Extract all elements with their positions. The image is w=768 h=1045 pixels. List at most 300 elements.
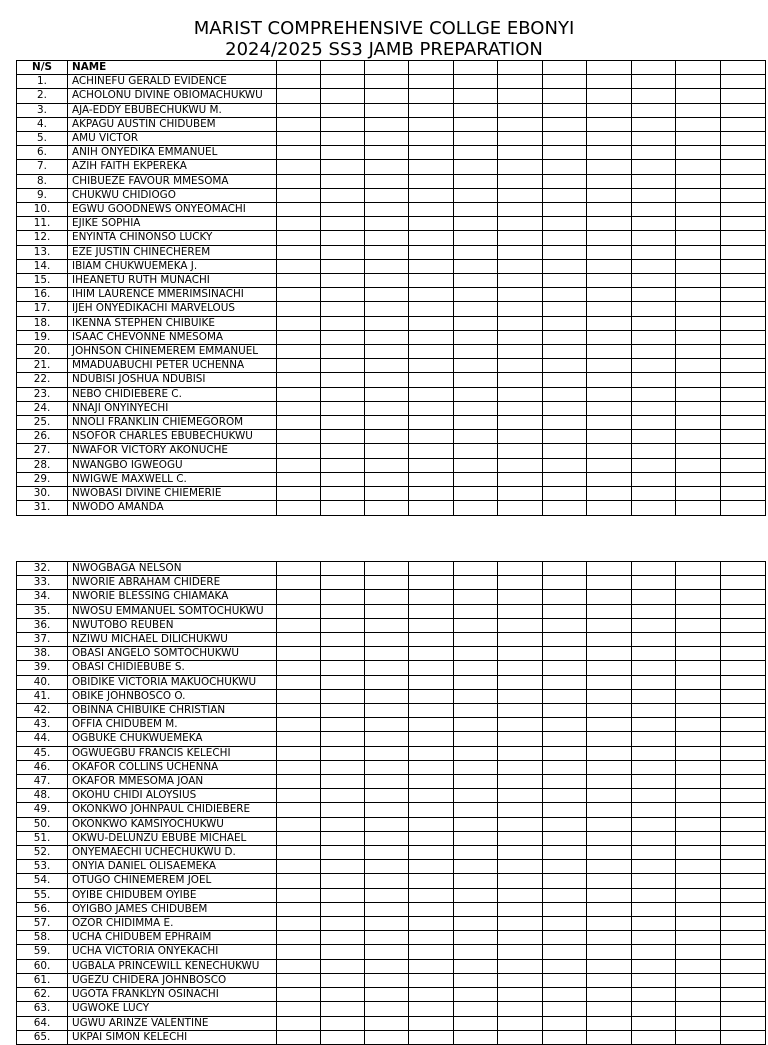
blank-cell [321,831,365,845]
blank-cell [721,345,766,359]
serial-number: 45. [17,746,68,760]
blank-cell [543,217,587,231]
blank-cell [721,718,766,732]
blank-cell [454,618,498,632]
blank-cell [498,401,543,415]
serial-number: 54. [17,874,68,888]
blank-cell [676,75,721,89]
name-header: NAME [68,61,277,75]
serial-number: 39. [17,661,68,675]
blank-cell [409,472,454,486]
blank-cell [543,259,587,273]
blank-cell [365,846,409,860]
blank-cell [587,718,632,732]
blank-cell [498,945,543,959]
blank-cell [321,888,365,902]
blank-cell [587,160,632,174]
student-name: OBASI ANGELO SOMTOCHUKWU [68,647,277,661]
blank-cell [277,132,321,146]
blank-cell [676,760,721,774]
blank-cell [543,945,587,959]
serial-number: 57. [17,917,68,931]
student-name: NWOGBAGA NELSON [68,562,277,576]
blank-cell [277,604,321,618]
blank-cell [676,633,721,647]
blank-cell [721,746,766,760]
blank-cell [676,647,721,661]
blank-cell [632,675,676,689]
serial-number: 47. [17,775,68,789]
table-row [17,803,766,817]
blank-cell [587,89,632,103]
blank-cell [277,846,321,860]
blank-cell [409,576,454,590]
blank-cell [277,803,321,817]
blank-cell [543,931,587,945]
blank-cell [365,817,409,831]
blank-cell [365,647,409,661]
blank-cell [365,917,409,931]
student-name: OYIGBO JAMES CHIDUBEM [68,902,277,916]
student-name: OGBUKE CHUKWUEMEKA [68,732,277,746]
blank-cell [543,760,587,774]
blank-cell [543,174,587,188]
blank-cell [587,231,632,245]
blank-cell [498,316,543,330]
table-row [17,146,766,160]
blank-cell [321,245,365,259]
blank-cell [498,117,543,131]
blank-cell [454,89,498,103]
blank-cell [498,888,543,902]
blank-cell [454,245,498,259]
blank-cell [587,846,632,860]
blank-cell [721,316,766,330]
blank-cell [632,576,676,590]
student-name: UGWU ARINZE VALENTINE [68,1016,277,1030]
student-name: NNOLI FRANKLIN CHIEMEGOROM [68,416,277,430]
blank-cell [632,160,676,174]
blank-cell [587,1016,632,1030]
table-row [17,746,766,760]
blank-cell [721,959,766,973]
blank-cell [498,973,543,987]
blank-cell [632,775,676,789]
blank-cell [543,618,587,632]
blank-cell [721,803,766,817]
table-header-row [17,61,766,75]
blank-cell [498,146,543,160]
blank-cell [277,259,321,273]
serial-number: 20. [17,345,68,359]
serial-number: 9. [17,188,68,202]
blank-cell [721,902,766,916]
blank-cell [409,988,454,1002]
blank-cell [365,359,409,373]
blank-header [409,61,454,75]
blank-cell [409,188,454,202]
blank-cell [498,618,543,632]
blank-cell [543,689,587,703]
student-name: ACHINEFU GERALD EVIDENCE [68,75,277,89]
blank-cell [676,103,721,117]
blank-cell [277,401,321,415]
blank-cell [409,245,454,259]
blank-cell [721,217,766,231]
table-row [17,831,766,845]
blank-cell [365,718,409,732]
blank-cell [543,75,587,89]
blank-cell [365,259,409,273]
blank-cell [632,973,676,987]
table-row [17,689,766,703]
table-row [17,562,766,576]
blank-cell [277,618,321,632]
blank-cell [721,789,766,803]
student-name: OYIBE CHIDUBEM OYIBE [68,888,277,902]
blank-cell [454,775,498,789]
blank-cell [454,675,498,689]
blank-cell [587,274,632,288]
serial-number: 50. [17,817,68,831]
student-name: ONYIA DANIEL OLISAEMEKA [68,860,277,874]
blank-cell [321,775,365,789]
table-row [17,860,766,874]
blank-cell [632,846,676,860]
blank-header [498,61,543,75]
serial-number: 4. [17,117,68,131]
blank-cell [676,231,721,245]
blank-cell [365,789,409,803]
table-row [17,302,766,316]
blank-cell [632,618,676,632]
blank-cell [676,874,721,888]
blank-cell [498,75,543,89]
blank-cell [587,501,632,515]
blank-cell [321,274,365,288]
blank-cell [321,302,365,316]
blank-cell [321,803,365,817]
blank-cell [409,103,454,117]
blank-cell [721,760,766,774]
blank-cell [277,704,321,718]
blank-cell [454,75,498,89]
blank-cell [676,203,721,217]
blank-cell [632,902,676,916]
blank-cell [365,231,409,245]
blank-cell [454,103,498,117]
blank-cell [409,647,454,661]
blank-cell [321,959,365,973]
student-name: OBINNA CHIBUIKE CHRISTIAN [68,704,277,718]
blank-cell [454,487,498,501]
blank-cell [587,902,632,916]
blank-cell [676,817,721,831]
blank-cell [498,831,543,845]
serial-number: 28. [17,458,68,472]
blank-cell [543,590,587,604]
blank-cell [543,472,587,486]
blank-cell [409,174,454,188]
blank-cell [676,146,721,160]
serial-number: 10. [17,203,68,217]
table-row [17,959,766,973]
blank-cell [409,775,454,789]
blank-cell [365,803,409,817]
blank-cell [587,401,632,415]
blank-cell [721,775,766,789]
blank-cell [543,89,587,103]
blank-cell [321,458,365,472]
student-name: UGWOKE LUCY [68,1002,277,1016]
blank-cell [587,472,632,486]
student-name: ANIH ONYEDIKA EMMANUEL [68,146,277,160]
blank-cell [277,1030,321,1044]
blank-cell [632,689,676,703]
blank-cell [365,103,409,117]
blank-cell [721,387,766,401]
blank-cell [721,231,766,245]
blank-cell [409,89,454,103]
blank-cell [632,330,676,344]
blank-cell [454,988,498,1002]
blank-cell [587,416,632,430]
student-name: NWIGWE MAXWELL C. [68,472,277,486]
blank-cell [498,387,543,401]
blank-cell [409,203,454,217]
blank-cell [632,259,676,273]
blank-cell [498,458,543,472]
blank-cell [543,902,587,916]
blank-cell [498,160,543,174]
blank-cell [632,288,676,302]
blank-cell [365,888,409,902]
blank-cell [676,945,721,959]
blank-cell [321,902,365,916]
blank-cell [321,789,365,803]
blank-cell [454,416,498,430]
blank-cell [409,160,454,174]
blank-cell [676,472,721,486]
blank-cell [498,89,543,103]
student-name: CHUKWU CHIDIOGO [68,188,277,202]
blank-cell [498,860,543,874]
blank-cell [321,817,365,831]
table-row [17,103,766,117]
student-name: IHIM LAURENCE MMERIMSINACHI [68,288,277,302]
student-name: UGEZU CHIDERA JOHNBOSCO [68,973,277,987]
blank-cell [676,458,721,472]
blank-cell [587,302,632,316]
blank-cell [321,988,365,1002]
blank-cell [721,590,766,604]
blank-cell [498,675,543,689]
blank-cell [277,188,321,202]
blank-cell [321,117,365,131]
serial-number: 52. [17,846,68,860]
table-row [17,888,766,902]
student-name: UCHA VICTORIA ONYEKACHI [68,945,277,959]
register-table-page-2 [16,561,766,1045]
serial-number: 13. [17,245,68,259]
blank-cell [676,274,721,288]
blank-cell [632,89,676,103]
student-name: ACHOLONU DIVINE OBIOMACHUKWU [68,89,277,103]
blank-cell [676,316,721,330]
blank-cell [543,718,587,732]
blank-cell [409,959,454,973]
blank-cell [454,732,498,746]
student-name: OGWUEGBU FRANCIS KELECHI [68,746,277,760]
blank-cell [454,931,498,945]
blank-cell [543,458,587,472]
document-title: MARIST COMPREHENSIVE COLLGE EBONYI [193,18,575,39]
serial-number: 15. [17,274,68,288]
blank-cell [676,746,721,760]
blank-cell [277,789,321,803]
blank-cell [277,472,321,486]
blank-cell [543,401,587,415]
blank-cell [454,718,498,732]
blank-cell [676,444,721,458]
blank-cell [676,562,721,576]
table-row [17,217,766,231]
blank-cell [409,1030,454,1044]
blank-cell [321,487,365,501]
blank-cell [277,661,321,675]
blank-cell [277,217,321,231]
table-row [17,274,766,288]
blank-cell [365,430,409,444]
blank-cell [498,174,543,188]
blank-cell [409,661,454,675]
blank-cell [632,501,676,515]
blank-cell [543,803,587,817]
student-name: OBASI CHIDIEBUBE S. [68,661,277,675]
blank-cell [676,888,721,902]
table-row [17,75,766,89]
table-row [17,288,766,302]
blank-cell [721,647,766,661]
student-name: OKOHU CHIDI ALOYSIUS [68,789,277,803]
blank-cell [498,590,543,604]
blank-cell [321,430,365,444]
blank-cell [498,274,543,288]
blank-cell [365,633,409,647]
blank-cell [543,132,587,146]
blank-cell [365,373,409,387]
student-name: OFFIA CHIDUBEM M. [68,718,277,732]
blank-cell [277,959,321,973]
blank-cell [721,604,766,618]
blank-cell [321,345,365,359]
serial-number: 56. [17,902,68,916]
blank-cell [498,661,543,675]
blank-cell [721,132,766,146]
blank-cell [632,789,676,803]
blank-cell [721,75,766,89]
blank-cell [321,288,365,302]
blank-header [321,61,365,75]
blank-cell [365,89,409,103]
blank-cell [587,817,632,831]
blank-cell [321,203,365,217]
table-row [17,259,766,273]
blank-cell [454,174,498,188]
serial-number: 55. [17,888,68,902]
serial-number: 61. [17,973,68,987]
table-row [17,732,766,746]
blank-cell [409,817,454,831]
blank-cell [454,661,498,675]
blank-cell [676,302,721,316]
blank-cell [587,675,632,689]
blank-cell [587,988,632,1002]
serial-number: 12. [17,231,68,245]
blank-cell [543,1002,587,1016]
blank-cell [543,203,587,217]
blank-cell [277,988,321,1002]
blank-cell [543,775,587,789]
blank-cell [321,160,365,174]
blank-cell [632,874,676,888]
blank-cell [321,359,365,373]
table-row [17,675,766,689]
blank-header [365,61,409,75]
blank-cell [676,775,721,789]
student-name: AZIH FAITH EKPEREKA [68,160,277,174]
blank-cell [632,316,676,330]
blank-cell [543,732,587,746]
blank-cell [365,775,409,789]
blank-cell [587,775,632,789]
blank-cell [587,387,632,401]
blank-cell [365,472,409,486]
blank-cell [409,330,454,344]
blank-cell [632,1002,676,1016]
blank-cell [409,302,454,316]
student-rows-page-2 [17,562,766,1045]
blank-cell [365,1002,409,1016]
blank-cell [454,330,498,344]
blank-cell [543,330,587,344]
blank-cell [277,973,321,987]
blank-header [632,61,676,75]
blank-cell [632,817,676,831]
blank-cell [277,817,321,831]
blank-cell [321,132,365,146]
blank-cell [454,146,498,160]
blank-cell [676,345,721,359]
blank-cell [721,874,766,888]
blank-cell [321,945,365,959]
blank-cell [454,562,498,576]
blank-cell [632,633,676,647]
blank-cell [721,931,766,945]
student-name: ENYINTA CHINONSO LUCKY [68,231,277,245]
table-row [17,704,766,718]
blank-cell [632,604,676,618]
blank-cell [277,203,321,217]
blank-cell [321,1002,365,1016]
blank-cell [632,174,676,188]
blank-cell [321,89,365,103]
blank-cell [365,1016,409,1030]
table-row [17,1030,766,1044]
blank-cell [632,401,676,415]
blank-cell [587,174,632,188]
blank-cell [498,487,543,501]
